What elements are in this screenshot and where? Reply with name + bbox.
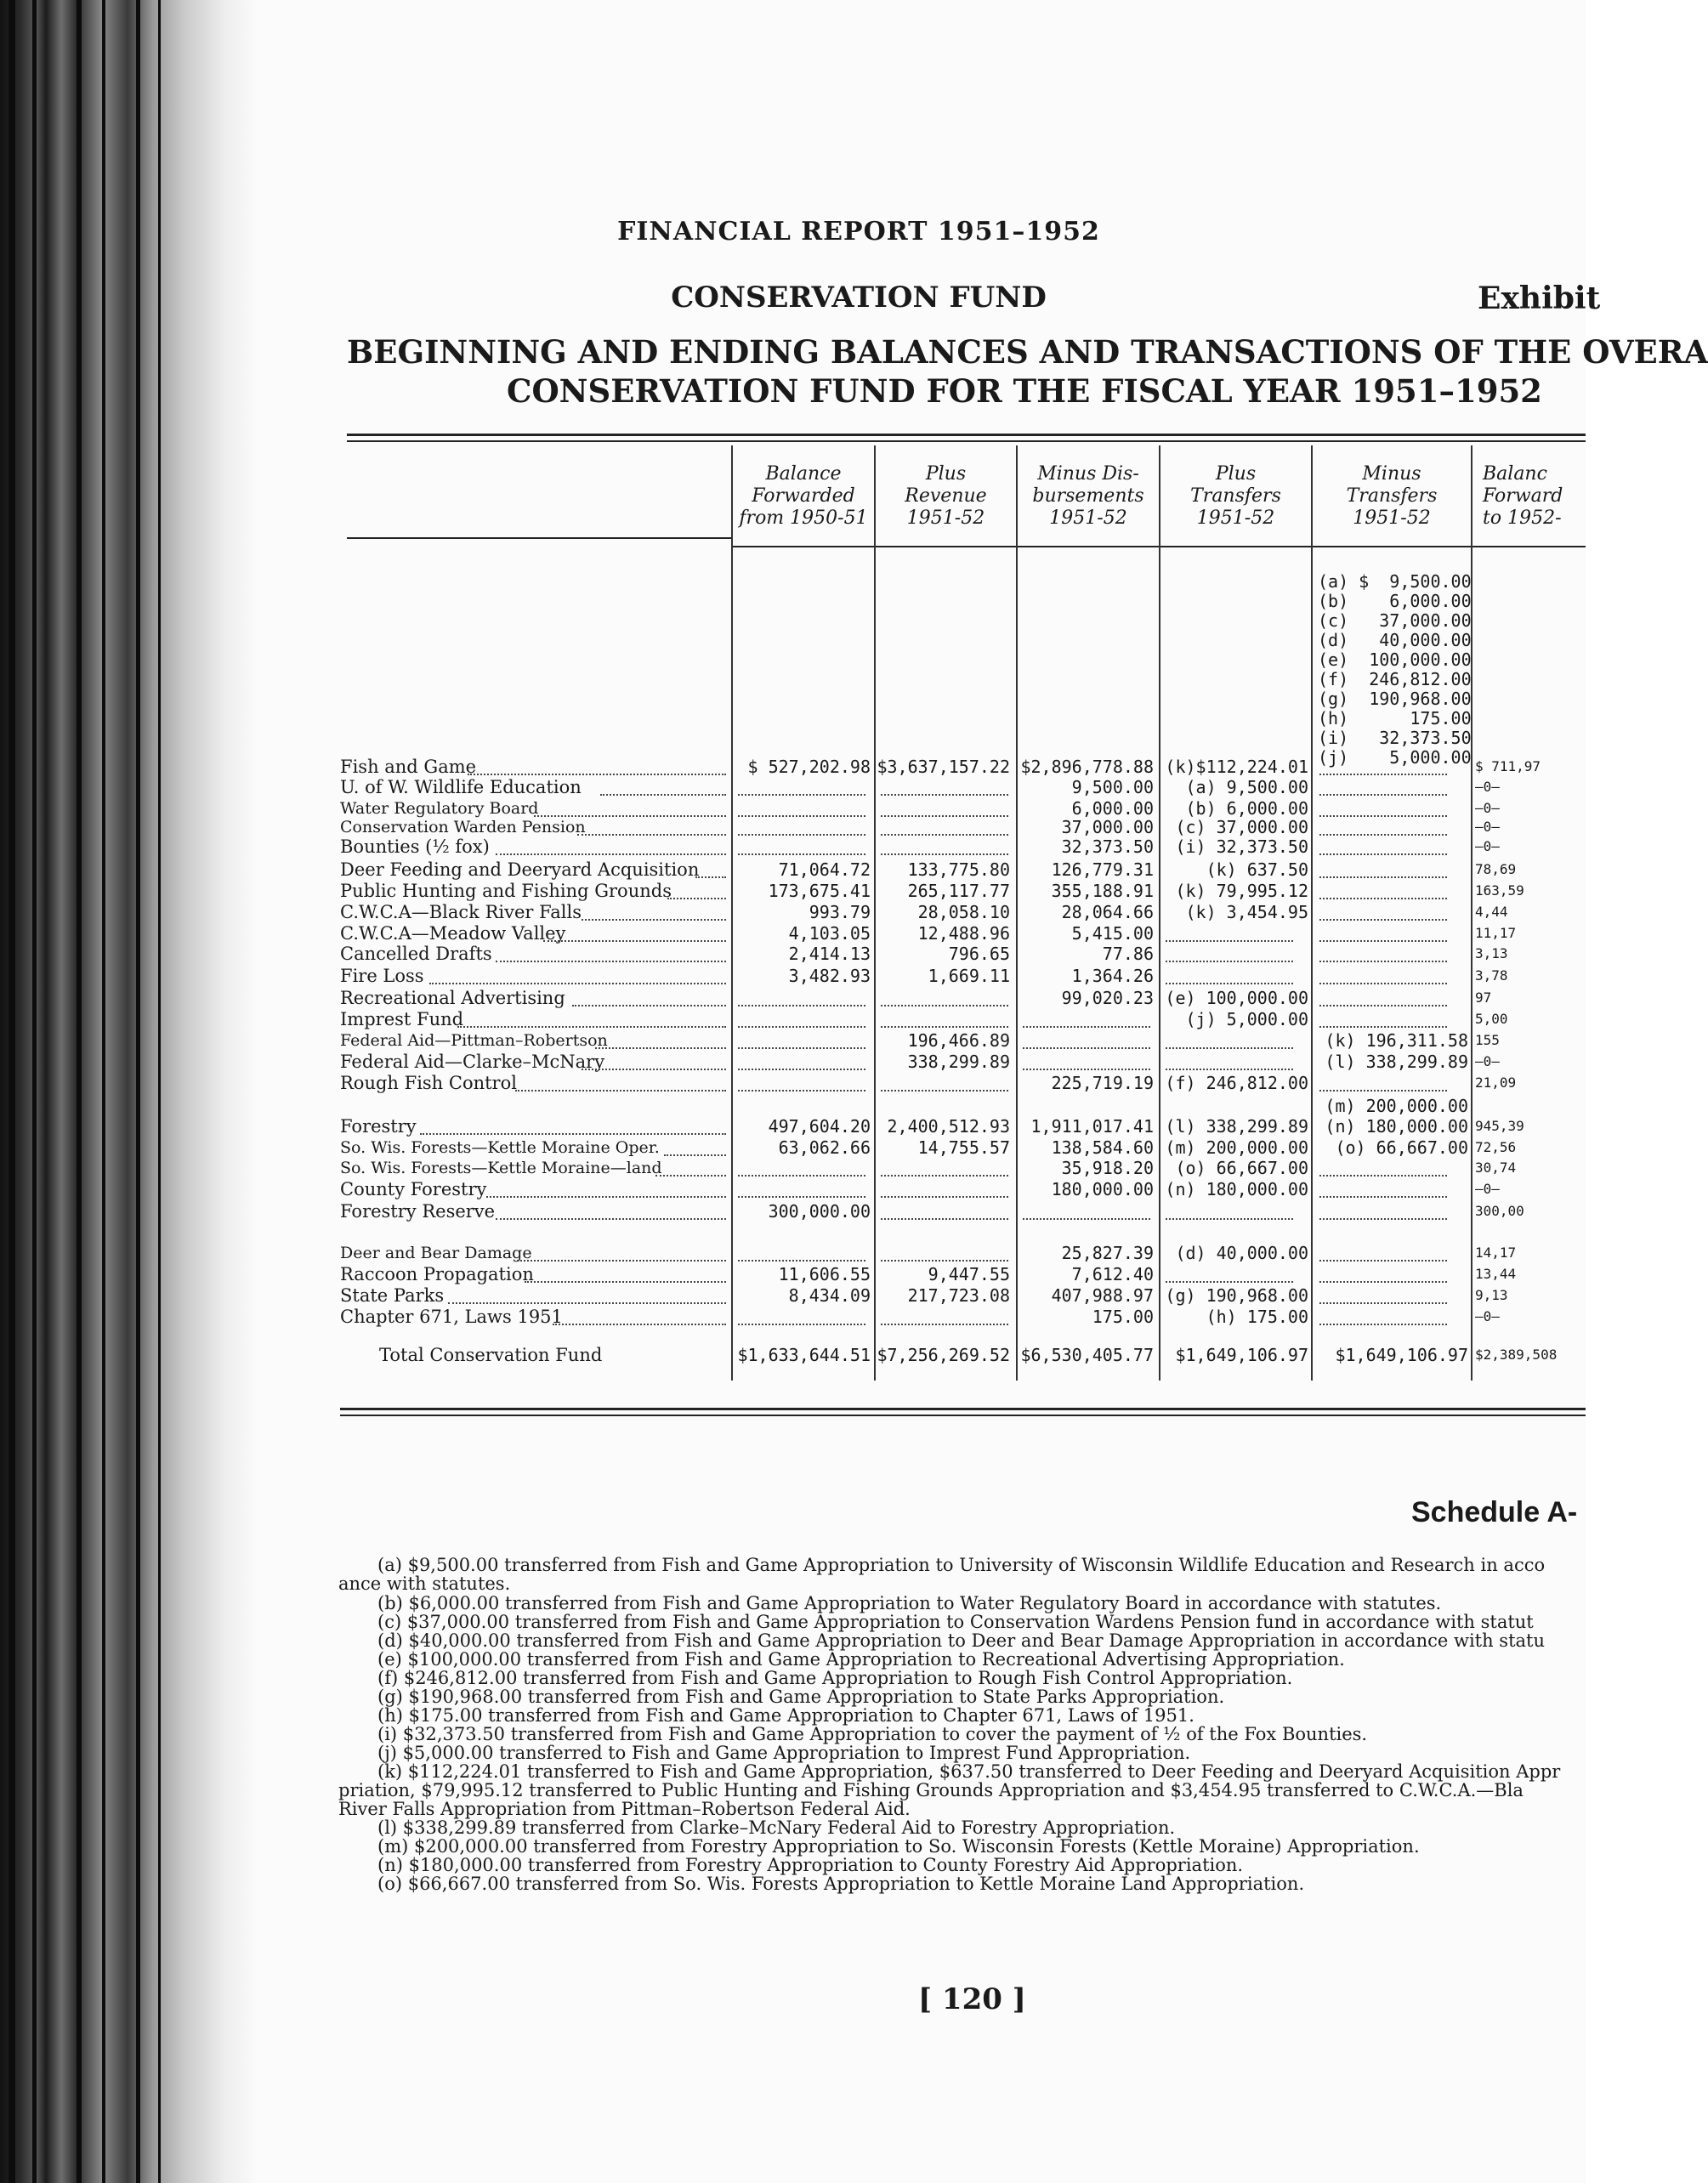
leader-dots: [496, 853, 726, 855]
empty-cell-dashes: [1166, 983, 1293, 984]
cell-c2: 338,299.89: [907, 1052, 1010, 1072]
cell-c6: 21,09: [1475, 1074, 1517, 1091]
empty-cell-dashes: [738, 1026, 865, 1028]
cell-c4: (i) 32,373.50: [1175, 836, 1308, 857]
row-label: Federal Aid—Clarke–McNary: [340, 1052, 605, 1072]
cell-c4: (o) 66,667.00: [1175, 1158, 1308, 1178]
table-top-rule-2: [347, 440, 1586, 442]
empty-cell-dashes: [1319, 1175, 1447, 1177]
leader-dots: [429, 983, 726, 984]
total-c6: $2,389,508: [1475, 1347, 1558, 1363]
leader-dots: [572, 1005, 726, 1006]
cell-c5: (k) 196,311.58: [1325, 1030, 1468, 1051]
empty-cell-dashes: [738, 1090, 865, 1092]
row-label: Forestry: [340, 1116, 417, 1137]
empty-cell-dashes: [738, 815, 865, 817]
cell-c6: 3,13: [1475, 945, 1508, 961]
footnote-line: (f) $246,812.00 transferred from Fish and Game Appropriation to Rough Fish Control Appropriation.: [377, 1668, 1293, 1688]
cell-c6: 30,74: [1475, 1160, 1517, 1176]
footnote-line: (l) $338,299.89 transferred from Clarke–McNary Federal Aid to Forestry Appropriation.: [377, 1817, 1176, 1838]
cell-c6: 11,17: [1475, 925, 1517, 941]
column-header: Plus Revenue 1951-52: [905, 463, 987, 529]
cell-c6: 13,44: [1475, 1266, 1517, 1282]
cell-c1: 8,434.09: [788, 1285, 871, 1306]
cell-c4: (k) 637.50: [1206, 859, 1308, 880]
empty-cell-dashes: [1166, 1047, 1293, 1049]
row-label: Raccoon Propagation: [340, 1264, 534, 1284]
cell-c3: 6,000.00: [1071, 798, 1154, 819]
empty-cell-dashes: [1319, 940, 1447, 942]
empty-cell-dashes: [881, 1260, 1008, 1262]
row-label: Fish and Game: [340, 757, 477, 777]
footnote-line: River Falls Appropriation from Pittman–Robertson Federal Aid.: [338, 1799, 911, 1819]
cell-c6: 72,56: [1475, 1139, 1517, 1155]
row-label: County Forestry: [340, 1179, 487, 1199]
leader-dots: [468, 774, 726, 775]
empty-cell-dashes: [881, 1026, 1008, 1028]
leader-dots: [667, 898, 726, 899]
row-label: Deer Feeding and Deeryard Acquisition: [340, 859, 700, 880]
column-header: Minus Dis- bursements 1951-52: [1032, 463, 1144, 529]
cell-c1: 4,103.05: [788, 923, 871, 944]
leader-dots: [515, 1090, 726, 1092]
empty-cell-dashes: [1319, 774, 1447, 775]
leader-dots: [496, 961, 726, 962]
cell-c3: 7,612.40: [1071, 1264, 1154, 1284]
empty-cell-dashes: [1319, 1281, 1447, 1283]
footnote-line: (n) $180,000.00 transferred from Forestry Appropriation to County Forestry Aid Appropriation.: [377, 1855, 1244, 1875]
table-bottom-rule: [340, 1408, 1586, 1410]
cell-c4: (j) 5,000.00: [1185, 1009, 1308, 1029]
footnote-line: (c) $37,000.00 transferred from Fish and Game Appropriation to Conservation Wardens Pension fund in accordance with statut: [377, 1612, 1534, 1632]
leader-dots: [577, 834, 726, 836]
minus-transfer-entry: (i) 32,373.50: [1318, 728, 1472, 748]
cell-c5: (o) 66,667.00: [1335, 1137, 1468, 1158]
empty-cell-dashes: [1319, 919, 1447, 921]
exhibit-label: Exhibit: [1478, 281, 1601, 316]
empty-cell-dashes: [881, 794, 1008, 796]
leader-dots: [496, 1218, 726, 1220]
empty-cell-dashes: [881, 1090, 1008, 1092]
footnote-line: (d) $40,000.00 transferred from Fish and Game Appropriation to Deer and Bear Damage Appropriation in accordance with statu: [377, 1630, 1545, 1651]
leader-dots: [525, 1281, 726, 1283]
cell-c6: 155: [1475, 1032, 1500, 1048]
cell-c4: (m) 200,000.00: [1165, 1137, 1308, 1158]
column-header: Plus Transfers 1951-52: [1190, 463, 1281, 529]
total-c1: $1,633,644.51: [737, 1345, 871, 1365]
empty-cell-dashes: [738, 1324, 865, 1325]
row-label: Cancelled Drafts: [340, 944, 492, 964]
empty-cell-dashes: [1319, 961, 1447, 962]
leader-dots: [655, 1175, 726, 1177]
row-label: Forestry Reserve: [340, 1201, 496, 1222]
minus-transfer-entry: (a) $ 9,500.00: [1318, 571, 1472, 592]
cell-c6: —0—: [1475, 1181, 1500, 1197]
empty-cell-dashes: [1319, 1260, 1447, 1262]
cell-c3: 25,827.39: [1061, 1243, 1154, 1263]
cell-c4: (g) 190,968.00: [1165, 1285, 1308, 1306]
footnote-line: (k) $112,224.01 transferred to Fish and Game Appropriation, $637.50 transferred to Deer Feeding and Deeryard Acquisition Appr: [377, 1761, 1561, 1782]
leader-dots: [553, 1324, 726, 1325]
cell-c2: $3,637,157.22: [877, 757, 1010, 777]
empty-cell-dashes: [1319, 983, 1447, 984]
empty-cell-dashes: [1023, 1047, 1150, 1049]
cell-c6: 163,59: [1475, 882, 1524, 899]
empty-cell-dashes: [1319, 853, 1447, 855]
footnote-line: (o) $66,667.00 transferred from So. Wis. Forests Appropriation to Kettle Moraine Land Appropriation.: [377, 1874, 1305, 1894]
row-label: Water Regulatory Board: [340, 799, 539, 818]
cell-c6: $ 711,97: [1475, 758, 1541, 774]
cell-c3: 175.00: [1092, 1307, 1154, 1327]
empty-cell-dashes: [1319, 1090, 1447, 1092]
total-c5: $1,649,106.97: [1335, 1345, 1468, 1365]
minus-transfer-entry: (e) 100,000.00: [1318, 649, 1472, 670]
cell-c2: 133,775.80: [907, 859, 1010, 880]
empty-cell-dashes: [738, 1196, 865, 1198]
cell-c5: (l) 338,299.89: [1325, 1052, 1468, 1072]
cell-c3: 1,364.26: [1071, 966, 1154, 986]
cell-c5-extra: (m) 200,000.00: [1325, 1096, 1468, 1116]
cell-c3: 355,188.91: [1051, 881, 1154, 901]
cell-c1: 993.79: [809, 902, 871, 922]
empty-cell-dashes: [1319, 794, 1447, 796]
book-binding-edge: [0, 0, 255, 2183]
empty-cell-dashes: [1166, 1069, 1293, 1070]
row-label: Chapter 671, Laws 1951: [340, 1307, 563, 1327]
cell-c1: 63,062.66: [778, 1137, 871, 1158]
minus-transfer-entry: (h) 175.00: [1318, 708, 1472, 729]
cell-c1: 71,064.72: [778, 859, 871, 880]
leader-dots: [600, 794, 726, 796]
cell-c4: (d) 40,000.00: [1175, 1243, 1308, 1263]
empty-cell-dashes: [738, 1260, 865, 1262]
cell-c3: 407,988.97: [1051, 1285, 1154, 1306]
cell-c4: (n) 180,000.00: [1165, 1179, 1308, 1199]
leader-dots: [664, 1154, 726, 1156]
empty-cell-dashes: [738, 794, 865, 796]
row-label: So. Wis. Forests—Kettle Moraine Oper.: [340, 1138, 660, 1157]
empty-cell-dashes: [881, 1324, 1008, 1325]
cell-c4: (l) 338,299.89: [1165, 1116, 1308, 1137]
cell-c6: —0—: [1475, 838, 1500, 854]
cell-c3: 32,373.50: [1061, 836, 1154, 857]
cell-c2: 265,117.77: [907, 881, 1010, 901]
leader-dots: [582, 1069, 726, 1070]
cell-c4: (h) 175.00: [1206, 1307, 1308, 1327]
minus-transfer-entry: (j) 5,000.00: [1318, 747, 1472, 768]
cell-c3: 9,500.00: [1071, 777, 1154, 797]
row-label: Imprest Fund: [340, 1009, 464, 1029]
row-label: C.W.C.A—Black River Falls: [340, 902, 582, 922]
leader-dots: [420, 1133, 726, 1135]
cell-c2: 2,400,512.93: [887, 1116, 1010, 1137]
total-c4: $1,649,106.97: [1175, 1345, 1308, 1365]
footnote-line: (a) $9,500.00 transferred from Fish and Game Appropriation to University of Wisconsin Wildlife Education and Research in acco: [377, 1555, 1546, 1575]
empty-cell-dashes: [1319, 1218, 1447, 1220]
footnote-line: (j) $5,000.00 transferred to Fish and Game Appropriation to Imprest Fund Appropriation.: [377, 1743, 1191, 1763]
empty-cell-dashes: [881, 834, 1008, 836]
row-label: State Parks: [340, 1285, 445, 1306]
leader-dots: [582, 919, 726, 921]
empty-cell-dashes: [1319, 1196, 1447, 1198]
footnote-line: (h) $175.00 transferred from Fish and Game Appropriation to Chapter 671, Laws of 1951.: [377, 1705, 1194, 1726]
minus-transfer-entry: (b) 6,000.00: [1318, 591, 1472, 611]
cell-c4: (k) 3,454.95: [1185, 902, 1308, 922]
cell-c2: 12,488.96: [917, 923, 1010, 944]
leader-dots: [457, 1026, 726, 1028]
empty-cell-dashes: [1319, 815, 1447, 817]
column-divider: [1311, 445, 1313, 1381]
footnote-line: (g) $190,968.00 transferred from Fish and Game Appropriation to State Parks Appropriation.: [377, 1687, 1225, 1707]
empty-cell-dashes: [1166, 1218, 1293, 1220]
empty-cell-dashes: [1166, 1281, 1293, 1283]
empty-cell-dashes: [881, 815, 1008, 817]
empty-cell-dashes: [1023, 1026, 1150, 1028]
empty-cell-dashes: [1319, 1302, 1447, 1304]
cell-c4: (f) 246,812.00: [1165, 1073, 1308, 1093]
cell-c3: 126,779.31: [1051, 859, 1154, 880]
table-title-line-2: CONSERVATION FUND FOR THE FISCAL YEAR 1951–1952: [507, 372, 1542, 410]
cell-c6: 945,39: [1475, 1118, 1524, 1134]
footnote-line: (b) $6,000.00 transferred from Fish and Game Appropriation to Water Regulatory Board in accordance with statutes.: [377, 1593, 1442, 1613]
empty-cell-dashes: [1166, 961, 1293, 962]
empty-cell-dashes: [738, 834, 865, 836]
table-title-line-1: BEGINNING AND ENDING BALANCES AND TRANSACTIONS OF THE OVERA: [347, 333, 1708, 371]
empty-cell-dashes: [881, 1218, 1008, 1220]
footnote-line: (i) $32,373.50 transferred from Fish and Game Appropriation to cover the payment of ½ of the Fox Bounties.: [377, 1724, 1368, 1744]
cell-c4: (k)$112,224.01: [1165, 757, 1308, 777]
row-label: C.W.C.A—Meadow Valley: [340, 923, 566, 944]
cell-c3: 180,000.00: [1051, 1179, 1154, 1199]
leader-dots: [543, 940, 726, 942]
page-number: [ 120 ]: [918, 1982, 1026, 2016]
cell-c6: 4,44: [1475, 904, 1508, 920]
minus-transfer-entry: (g) 190,968.00: [1318, 689, 1472, 709]
empty-cell-dashes: [738, 1005, 865, 1006]
cell-c2: 796.65: [948, 944, 1010, 964]
footnote-line: (m) $200,000.00 transferred from Forestry Appropriation to So. Wisconsin Forests (Kettle Moraine) Appropriation.: [377, 1836, 1420, 1857]
footnote-line: priation, $79,995.12 transferred to Public Hunting and Fishing Grounds Appropriation and $3,454.95 transferred to C.W.C.A.—Bla: [338, 1780, 1524, 1800]
empty-cell-dashes: [738, 1069, 865, 1070]
empty-cell-dashes: [738, 1047, 865, 1049]
empty-cell-dashes: [881, 1175, 1008, 1177]
cell-c4: (b) 6,000.00: [1185, 798, 1308, 819]
cell-c6: 3,78: [1475, 967, 1508, 984]
cell-c2: 14,755.57: [917, 1137, 1010, 1158]
cell-c3: 138,584.60: [1051, 1137, 1154, 1158]
cell-c3: 1,911,017.41: [1030, 1116, 1154, 1137]
table-top-rule: [347, 434, 1586, 436]
cell-c3: 99,020.23: [1061, 988, 1154, 1008]
empty-cell-dashes: [881, 1196, 1008, 1198]
column-header: Minus Transfers 1951-52: [1346, 463, 1438, 529]
cell-c6: —0—: [1475, 1053, 1500, 1069]
leader-dots: [517, 1260, 726, 1262]
leader-dots: [486, 1196, 726, 1198]
empty-cell-dashes: [1023, 1218, 1150, 1220]
minus-transfer-entry: (f) 246,812.00: [1318, 669, 1472, 689]
minus-transfer-entry: (c) 37,000.00: [1318, 610, 1472, 631]
row-label: Rough Fish Control: [340, 1073, 517, 1093]
empty-cell-dashes: [881, 853, 1008, 855]
total-c2: $7,256,269.52: [877, 1345, 1010, 1365]
cell-c2: 28,058.10: [917, 902, 1010, 922]
cell-c6: 9,13: [1475, 1287, 1508, 1303]
row-label: Public Hunting and Fishing Grounds: [340, 881, 672, 901]
cell-c6: 14,17: [1475, 1245, 1517, 1261]
cell-c1: 300,000.00: [768, 1201, 871, 1222]
empty-cell-dashes: [1319, 1026, 1447, 1028]
total-c3: $6,530,405.77: [1020, 1345, 1154, 1365]
cell-c3: $2,896,778.88: [1020, 757, 1154, 777]
cell-c1: 173,675.41: [768, 881, 871, 901]
fund-title: CONSERVATION FUND: [671, 281, 1047, 315]
header-bottom-rule: [347, 537, 731, 539]
row-label: Deer and Bear Damage: [340, 1244, 532, 1262]
cell-c6: 78,69: [1475, 861, 1517, 877]
empty-cell-dashes: [1166, 940, 1293, 942]
table-bottom-rule-2: [340, 1415, 1586, 1416]
row-label: Federal Aid—Pittman–Robertson: [340, 1031, 608, 1050]
cell-c6: —0—: [1475, 819, 1500, 835]
cell-c6: —0—: [1475, 1308, 1500, 1324]
row-label: Bounties (½ fox): [340, 836, 490, 857]
cell-c5: (n) 180,000.00: [1325, 1116, 1468, 1137]
leader-dots: [595, 1047, 726, 1049]
cell-c4: (e) 100,000.00: [1165, 988, 1308, 1008]
report-title: FINANCIAL REPORT 1951–1952: [617, 217, 1100, 247]
footnote-line: ance with statutes.: [338, 1573, 511, 1594]
column-header: Balance Forwarded from 1950-51: [739, 463, 868, 529]
cell-c3: 225,719.19: [1051, 1073, 1154, 1093]
empty-cell-dashes: [738, 853, 865, 855]
cell-c4: (a) 9,500.00: [1185, 777, 1308, 797]
row-label: Recreational Advertising: [340, 988, 565, 1008]
leader-dots: [448, 1302, 726, 1304]
row-label: Conservation Warden Pension: [340, 818, 586, 836]
column-header: Balanc Forward to 1952-: [1483, 463, 1563, 529]
empty-cell-dashes: [1319, 876, 1447, 878]
cell-c6: 5,00: [1475, 1011, 1508, 1027]
cell-c3: 5,415.00: [1071, 923, 1154, 944]
cell-c2: 196,466.89: [907, 1030, 1010, 1051]
schedule-title: Schedule A-: [1411, 1496, 1578, 1528]
leader-dots: [695, 876, 726, 878]
cell-c6: —0—: [1475, 779, 1500, 795]
empty-cell-dashes: [1319, 1005, 1447, 1006]
cell-c1: 3,482.93: [788, 966, 871, 986]
empty-cell-dashes: [1319, 1324, 1447, 1325]
row-label: Fire Loss: [340, 966, 424, 986]
empty-cell-dashes: [738, 1175, 865, 1177]
cell-c6: 300,00: [1475, 1203, 1524, 1219]
empty-cell-dashes: [1319, 834, 1447, 836]
cell-c2: 1,669.11: [928, 966, 1010, 986]
cell-c3: 77.86: [1102, 944, 1154, 964]
cell-c1: 497,604.20: [768, 1116, 871, 1137]
cell-c3: 28,064.66: [1061, 902, 1154, 922]
cell-c6: 97: [1475, 989, 1492, 1006]
total-label: Total Conservation Fund: [379, 1345, 603, 1365]
cell-c4: (k) 79,995.12: [1175, 881, 1308, 901]
minus-transfer-entry: (d) 40,000.00: [1318, 630, 1472, 650]
cell-c3: 35,918.20: [1061, 1158, 1154, 1178]
cell-c2: 217,723.08: [907, 1285, 1010, 1306]
cell-c1: 11,606.55: [778, 1264, 871, 1284]
cell-c4: (c) 37,000.00: [1175, 817, 1308, 837]
row-label: So. Wis. Forests—Kettle Moraine—land: [340, 1159, 662, 1177]
row-label: U. of W. Wildlife Education: [340, 777, 582, 797]
cell-c2: 9,447.55: [928, 1264, 1010, 1284]
empty-cell-dashes: [881, 1005, 1008, 1006]
footnote-line: (e) $100,000.00 transferred from Fish and Game Appropriation to Recreational Advertising Appropriation.: [377, 1649, 1345, 1670]
empty-cell-dashes: [1319, 898, 1447, 899]
cell-c6: —0—: [1475, 800, 1500, 816]
cell-c1: 2,414.13: [788, 944, 871, 964]
empty-cell-dashes: [1023, 1069, 1150, 1070]
cell-c3: 37,000.00: [1061, 817, 1154, 837]
cell-c1: $ 527,202.98: [747, 757, 871, 777]
